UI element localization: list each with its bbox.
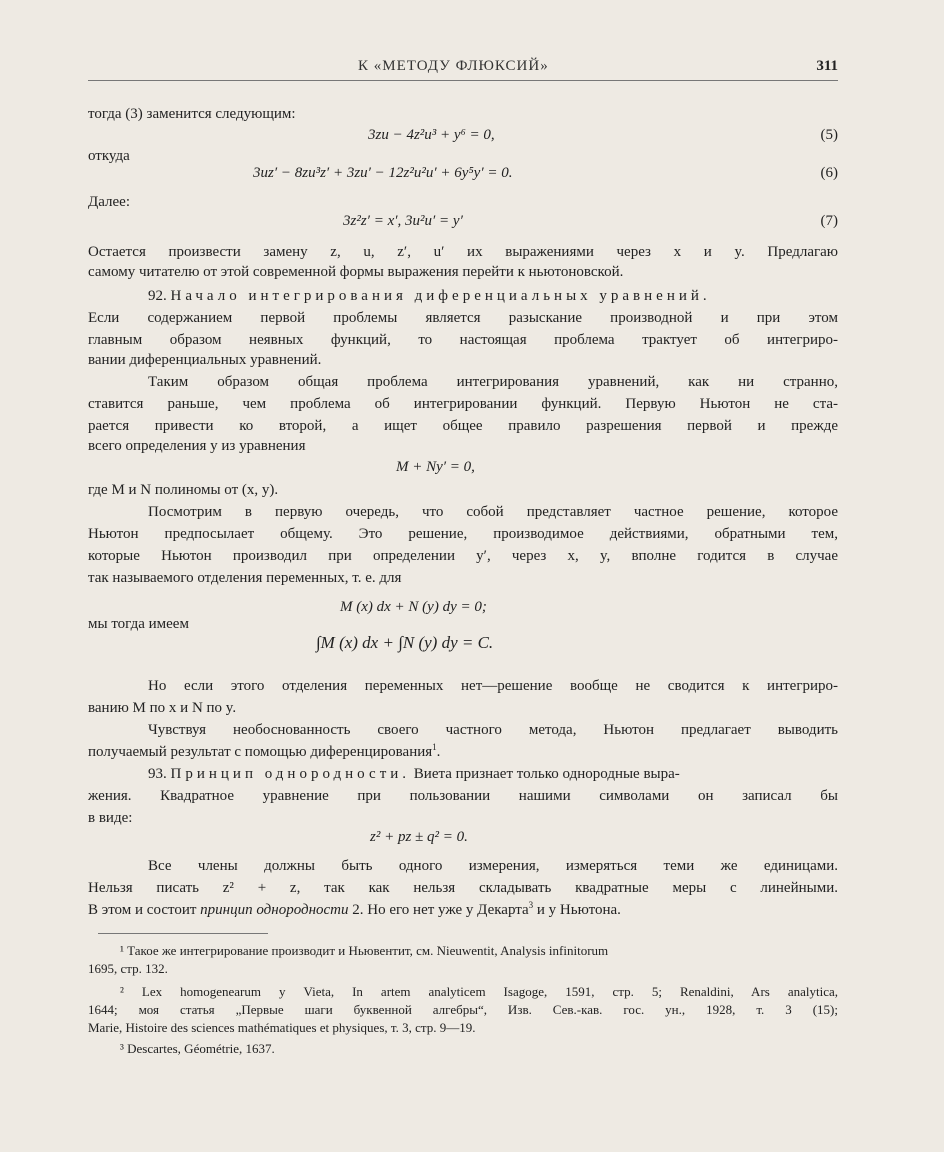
text-line: получаемый результат с помощью диференцирования$^1$.: [88, 742, 441, 760]
footnote-1-cont: 1695, стр. 132.: [88, 961, 168, 976]
equation-number: (5): [820, 127, 838, 143]
equation-formula: ∫M (x) dx + ∫N (y) dy = C.: [316, 633, 494, 652]
footnote-rule: [98, 933, 268, 934]
text-line: Таким образом общая проблема интегрирования уравнений, как ни странно,: [148, 374, 838, 390]
section-number: 92.: [148, 288, 167, 304]
page-header: [88, 58, 838, 82]
text-line: где M и N полиномы от (x, y).: [88, 482, 279, 498]
text-line: Все члены должны быть одного измерения, измеряться теми же единицами.: [148, 858, 838, 874]
text-fragment: и у Ньютона.: [536, 902, 621, 918]
text-line: ставится раньше, чем проблема об интегрировании функций. Первую Ньютон не ста-: [88, 396, 838, 412]
equation-number: (7): [820, 213, 838, 229]
footnote-3: ³ Descartes, Géométrie, 1637.: [120, 1041, 275, 1056]
section-title: Начало интегрирования диференциальных уравнений.: [170, 288, 711, 304]
header-rule: [88, 80, 838, 81]
running-head: К «МЕТОДУ ФЛЮКСИЙ»: [358, 58, 549, 74]
equation-formula: 3zu − 4z²u³ + y⁶ = 0,: [368, 127, 495, 143]
footnote-2-cont: 1644; моя статья „Первые шаги буквенной алгебры“, Изв. Сев.-кав. гос. ун., 1928, т. 3 (15);: [88, 1002, 838, 1017]
text-line: всего определения y из уравнения: [88, 438, 306, 454]
text-line: ванию M по x и N по y.: [88, 700, 237, 716]
text-line: самому читателю от этой современной формы выражения перейти к ньютоновской.: [88, 264, 624, 280]
text-line: в виде:: [88, 810, 133, 826]
text-line: Чувствуя необоснованность своего частного метода, Ньютон предлагает выводить: [148, 722, 838, 738]
page-number: 311: [816, 58, 838, 74]
section-title: Принцип однородности.: [170, 766, 411, 782]
text-line: Остается произвести замену z, u, z′, u′ их выражениями через x и y. Предлагаю: [88, 244, 838, 260]
footnote-2: ² Lex homogenearum у Vieta, In artem analyticem Isagoge, 1591, стр. 5; Renaldini, Ars analytica,: [120, 984, 838, 999]
equation-number: (6): [820, 165, 838, 181]
equation-formula: z² + pz ± q² = 0.: [370, 829, 468, 845]
text-line: Если содержанием первой проблемы является разыскание производной и при этом: [88, 310, 838, 326]
footnote-1: ¹ Такое же интегрирование производит и Ньювентит, см. Nieuwentit, Analysis infinitorum: [120, 943, 609, 958]
text-line: главным образом неявных функций, то настоящая проблема трактует об интегриро-: [88, 332, 838, 348]
footnote-2-cont: Marie, Histoire des sciences mathématiques et physiques, т. 3, стр. 9—19.: [88, 1020, 476, 1035]
text-line: вании диференциальных уравнений.: [88, 352, 322, 368]
section-number: 93.: [148, 766, 167, 782]
equation-formula: 3uz′ − 8zu³z′ + 3zu′ − 12z²u²u′ + 6y⁵y′ = 0.: [253, 165, 513, 181]
text-line: Нельзя писать z² + z, так как нельзя складывать квадратные меры с линейными.: [88, 880, 838, 896]
text-line: жения. Квадратное уравнение при пользовании нашими символами он записал бы: [88, 788, 838, 804]
equation-formula: 3z²z′ = x′, 3u²u′ = y′: [343, 213, 463, 229]
italic-term: принцип однородности: [200, 902, 349, 918]
footnote-ref: 3: [528, 900, 534, 910]
text-line: так называемого отделения переменных, т. е. для: [88, 570, 402, 586]
section-heading-92: [88, 286, 838, 306]
equation-formula: M (x) dx + N (y) dy = 0;: [340, 599, 487, 615]
text-fragment: получаемый результат с помощью диференцирования: [88, 744, 433, 760]
text-fragment: 2. Но его нет уже у Декарта: [352, 902, 529, 918]
text-line: Далее:: [88, 194, 130, 210]
text-fragment: В этом и состоит: [88, 902, 197, 918]
text-line: которые Ньютон производил при определении y′, через x, y, вполне годится в случае: [88, 548, 838, 564]
text-line: тогда (3) заменится следующим:: [88, 106, 296, 122]
text-line: мы тогда имеем: [88, 616, 189, 632]
text-line: Ньютон предпосылает общему. Это решение, производимое действиями, обратными тем,: [88, 526, 838, 542]
section-heading-93: [88, 764, 838, 784]
text-fragment: Виета признает только однородные выра-: [413, 766, 680, 782]
text-line: Посмотрим в первую очередь, что собой представляет частное решение, которое: [148, 504, 838, 520]
footnote-ref: 1: [432, 742, 437, 752]
text-line: откуда: [88, 148, 130, 164]
equation-formula: M + Ny′ = 0,: [396, 459, 475, 475]
text-line: Но если этого отделения переменных нет—решение вообще не сводится к интегриро-: [148, 678, 838, 694]
text-line: [88, 900, 838, 920]
text-line: рается привести ко второй, а ищет общее правило разрешения первой и прежде: [88, 418, 838, 434]
